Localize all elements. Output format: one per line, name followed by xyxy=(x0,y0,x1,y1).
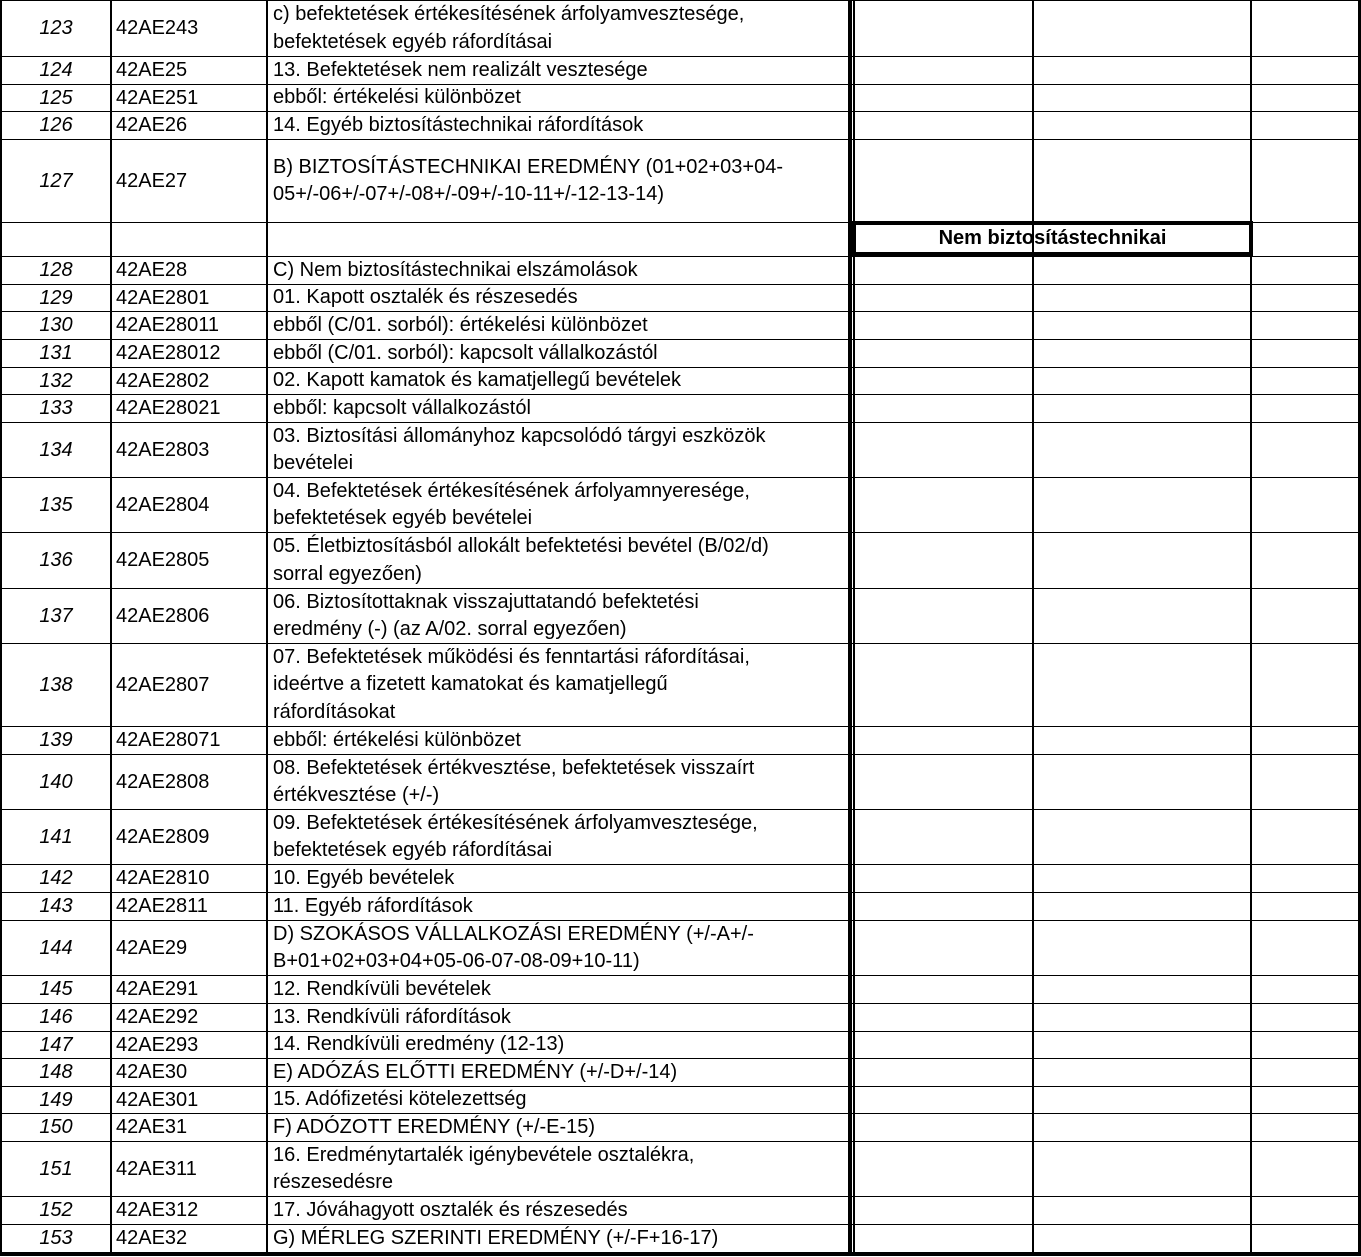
row-description: B) BIZTOSÍTÁSTECHNIKAI EREDMÉNY (01+02+03+04- 05+/-06+/-07+/-08+/-09+/-10-11+/-12-13-14) xyxy=(273,155,783,205)
row-description: ebből: értékelési különbözet xyxy=(273,728,521,751)
row-number: 127 xyxy=(39,169,73,192)
row-number: 129 xyxy=(39,286,73,309)
row-code: 42AE2801 xyxy=(116,286,210,309)
row-number: 153 xyxy=(39,1227,73,1249)
row-code: 42AE31 xyxy=(116,1116,188,1138)
row-number: 152 xyxy=(39,1199,73,1221)
row-code: 42AE28071 xyxy=(116,729,221,751)
row-number: 145 xyxy=(39,978,73,1000)
row-number: 147 xyxy=(39,1033,73,1056)
row-code: 42AE301 xyxy=(116,1088,199,1111)
row-description: F) ADÓZOTT EREDMÉNY (+/-E-15) xyxy=(273,1115,596,1138)
row-number: 131 xyxy=(39,342,73,364)
row-number: 132 xyxy=(39,369,73,392)
row-description: ebből (C/01. sorból): értékelési különbözet xyxy=(273,313,648,336)
row-code: 42AE28 xyxy=(116,259,188,281)
row-code: 42AE292 xyxy=(116,1006,199,1028)
row-description: 09. Befektetések értékesítésének árfolyamvesztesége, befektetések egyéb ráfordításai xyxy=(273,811,758,861)
row-code: 42AE2805 xyxy=(116,549,210,571)
row-code: 42AE32 xyxy=(116,1227,188,1249)
row-code: 42AE25 xyxy=(116,59,188,81)
row-code: 42AE251 xyxy=(116,86,199,109)
column-divider xyxy=(853,0,855,1256)
column-divider xyxy=(1032,0,1034,1256)
row-description: D) SZOKÁSOS VÁLLALKOZÁSI EREDMÉNY (+/-A+/- B+01+02+03+04+05-06-07-08-09+10-11) xyxy=(273,922,754,972)
row-description: 13. Befektetések nem realizált vesztesége xyxy=(273,58,648,81)
column-divider xyxy=(1250,0,1252,1256)
row-code: 42AE29 xyxy=(116,936,188,959)
row-code: 42AE2802 xyxy=(116,369,210,392)
row-number: 136 xyxy=(39,549,73,571)
row-code: 42AE30 xyxy=(116,1061,188,1083)
row-number: 142 xyxy=(39,867,73,889)
row-description: 03. Biztosítási állományhoz kapcsolódó tárgyi eszközök bevételei xyxy=(273,424,766,474)
row-description: 07. Befektetések működési és fenntartási ráfordításai, ideértve a fizetett kamatokat és kamatjellegű ráfordításokat xyxy=(273,645,750,723)
row-number: 148 xyxy=(39,1061,73,1083)
row-description: 04. Befektetések értékesítésének árfolyamnyeresége, befektetések egyéb bevételei xyxy=(273,479,750,529)
row-number: 126 xyxy=(39,114,73,136)
row-code: 42AE2809 xyxy=(116,825,210,848)
row-number xyxy=(2,223,110,256)
row-code: 42AE2804 xyxy=(116,493,210,516)
row-description: ebből (C/01. sorból): kapcsolt vállalkozástól xyxy=(273,341,658,364)
row-number: 146 xyxy=(39,1006,73,1028)
row-code: 42AE311 xyxy=(116,1157,197,1180)
row-description: 06. Biztosítottaknak visszajuttatandó befektetési eredmény (-) (az A/02. sorral egyezően) xyxy=(273,590,699,640)
row-number: 139 xyxy=(39,729,73,751)
row-code: 42AE293 xyxy=(116,1033,199,1056)
row-number: 134 xyxy=(39,438,73,461)
row-description: 02. Kapott kamatok és kamatjellegű bevételek xyxy=(273,369,682,392)
row-description: G) MÉRLEG SZERINTI EREDMÉNY (+/-F+16-17) xyxy=(273,1226,719,1249)
row-code: 42AE28011 xyxy=(116,314,220,336)
row-number: 133 xyxy=(39,397,73,419)
row-number: 128 xyxy=(39,259,73,281)
row-number: 138 xyxy=(39,673,73,696)
row-number: 149 xyxy=(39,1088,73,1111)
row-number: 135 xyxy=(39,493,73,516)
row-description: c) befektetések értékesítésének árfolyamvesztesége, befektetések egyéb ráfordításai xyxy=(273,3,745,53)
row-number: 144 xyxy=(39,936,73,959)
row-code: 42AE28012 xyxy=(116,342,221,364)
row-code: 42AE2803 xyxy=(116,438,210,461)
row-number: 143 xyxy=(39,895,73,917)
row-description: 10. Egyéb bevételek xyxy=(273,866,455,889)
row-code: 42AE243 xyxy=(116,17,199,39)
row-description: ebből: kapcsolt vállalkozástól xyxy=(273,396,531,419)
row-number: 141 xyxy=(39,825,73,848)
row-number: 130 xyxy=(39,314,73,336)
row-description: 12. Rendkívüli bevételek xyxy=(273,977,491,1000)
row-number: 123 xyxy=(39,17,73,39)
row-description: 15. Adófizetési kötelezettség xyxy=(273,1088,527,1111)
row-description xyxy=(269,223,850,256)
row-code xyxy=(112,223,267,256)
row-description: E) ADÓZÁS ELŐTTI EREDMÉNY (+/-D+/-14) xyxy=(273,1060,678,1083)
row-code: 42AE291 xyxy=(116,978,199,1000)
row-description: 01. Kapott osztalék és részesedés xyxy=(273,286,578,309)
row-number: 137 xyxy=(39,604,73,627)
row-description: 11. Egyéb ráfordítások xyxy=(273,894,473,917)
row-code: 42AE312 xyxy=(116,1199,199,1221)
row-description: 08. Befektetések értékvesztése, befektetések visszaírt értékvesztése (+/-) xyxy=(273,756,755,806)
row-number: 151 xyxy=(39,1157,73,1180)
row-description: 16. Eredménytartalék igénybevétele osztalékra, részesedésre xyxy=(273,1143,695,1193)
row-number: 140 xyxy=(39,770,73,793)
row-code: 42AE2807 xyxy=(116,673,210,696)
row-code: 42AE2810 xyxy=(116,867,210,889)
row-code: 42AE2811 xyxy=(116,895,208,917)
row-description: ebből: értékelési különbözet xyxy=(273,86,521,109)
row-number: 150 xyxy=(39,1116,73,1138)
row-code: 42AE2806 xyxy=(116,604,210,627)
row-number: 124 xyxy=(39,59,73,81)
row-code: 42AE26 xyxy=(116,114,188,136)
row-description: 17. Jóváhagyott osztalék és részesedés xyxy=(273,1198,628,1221)
row-code: 42AE2808 xyxy=(116,770,210,793)
row-number: 125 xyxy=(39,86,73,109)
row-description: 14. Rendkívüli eredmény (12-13) xyxy=(273,1033,565,1056)
row-description: 14. Egyéb biztosítástechnikai ráfordítások xyxy=(273,113,644,136)
row-description: 13. Rendkívüli ráfordítások xyxy=(273,1005,511,1028)
row-divider xyxy=(0,1252,1361,1256)
section-header: Nem biztosítástechnikai xyxy=(852,221,1253,256)
row-description: 05. Életbiztosításból allokált befektetési bevétel (B/02/d) sorral egyezően) xyxy=(273,535,769,585)
row-code: 42AE27 xyxy=(116,169,188,192)
row-description: C) Nem biztosítástechnikai elszámolások xyxy=(273,258,638,281)
row-code: 42AE28021 xyxy=(116,397,221,419)
